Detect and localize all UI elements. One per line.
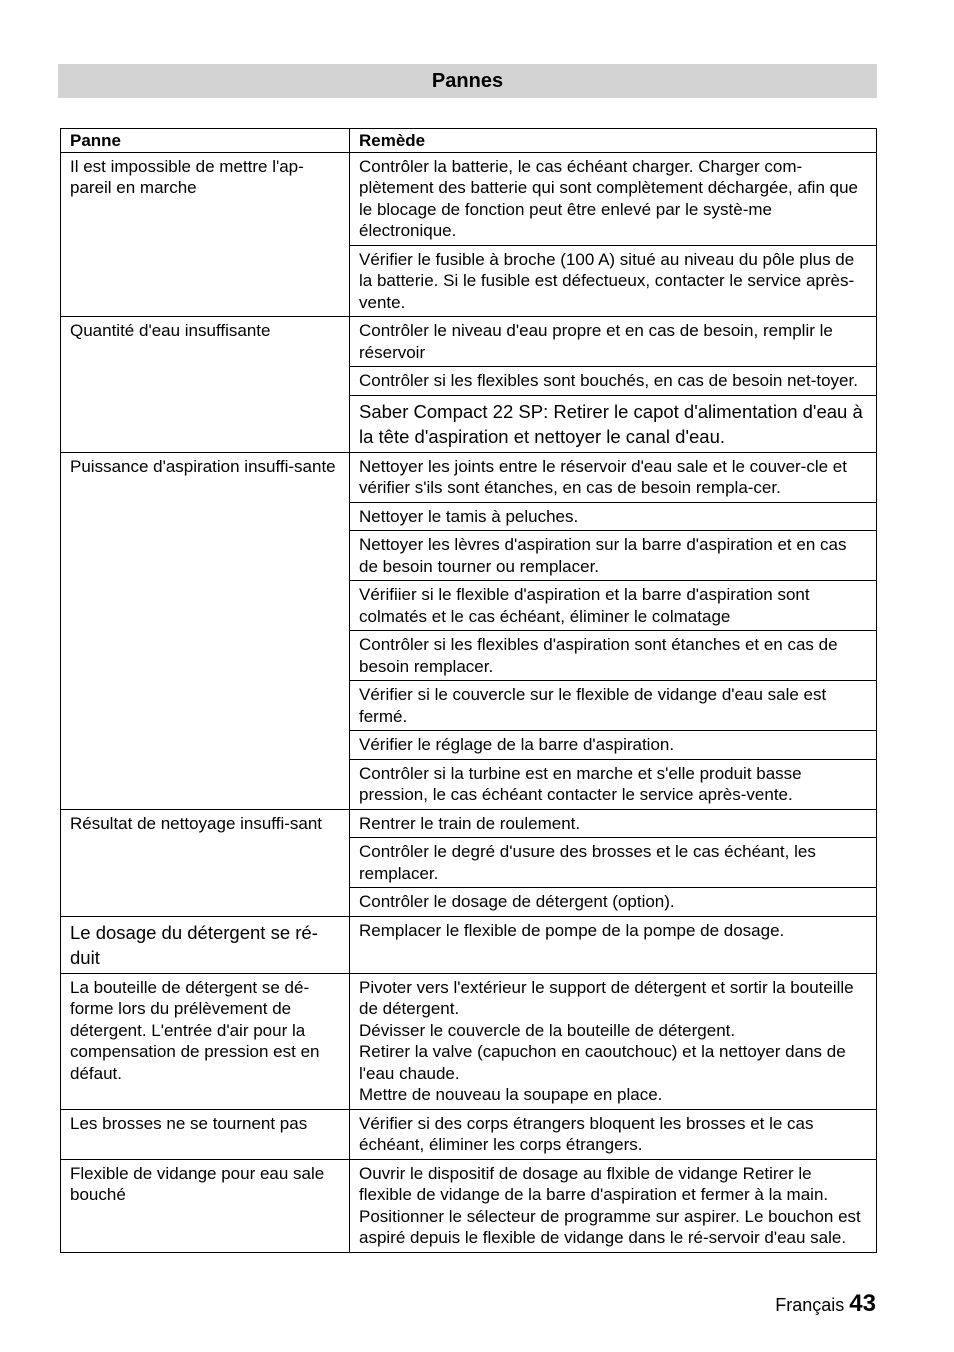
remedy-step: Mettre de nouveau la soupape en place. xyxy=(359,1085,663,1104)
column-header-fault: Panne xyxy=(61,129,350,153)
table-header-row xyxy=(61,129,877,153)
fault-cell: Quantité d'eau insuffisante xyxy=(61,317,350,453)
remedy-cell: Contrôler si la turbine est en marche et s'elle produit basse pression, le cas échéant contacter le service après-vente. xyxy=(350,759,877,809)
table-row xyxy=(61,1159,877,1252)
page-footer xyxy=(775,1290,876,1318)
fault-cell: Le dosage du détergent se ré-duit xyxy=(61,916,350,973)
remedy-cell: Remplacer le flexible de pompe de la pompe de dosage. xyxy=(350,916,877,973)
remedy-step: Dévisser le couvercle de la bouteille de détergent. xyxy=(359,1020,736,1040)
remedy-cell: Vérifier le fusible à broche (100 A) situé au niveau du pôle plus de la batterie. Si le fusible est défectueux, contacter le service après-vente. xyxy=(350,245,877,317)
remedy-step: Retirer la valve (capuchon en caoutchouc) et la nettoyer dans de l'eau chaude. xyxy=(359,1042,846,1083)
remedy-cell: Nettoyer les joints entre le réservoir d'eau sale et le couver-cle et vérifier s'ils sont étanches, en cas de besoin rempla-cer. xyxy=(350,452,877,502)
remedy-cell: Nettoyer le tamis à peluches. xyxy=(350,502,877,531)
remedy-cell xyxy=(350,973,877,1109)
remedy-cell: Nettoyer les lèvres d'aspiration sur la barre d'aspiration et en cas de besoin tourner ou remplacer. xyxy=(350,531,877,581)
remedy-cell: Vérifiier si le flexible d'aspiration et la barre d'aspiration sont colmatés et le cas échéant, éliminer le colmatage xyxy=(350,581,877,631)
section-header xyxy=(58,64,877,98)
remedy-cell: Vérifier si des corps étrangers bloquent les brosses et le cas échéant, éliminer les corps étrangers. xyxy=(350,1109,877,1159)
remedy-cell: Vérifier si le couvercle sur le flexible de vidange d'eau sale est fermé. xyxy=(350,681,877,731)
table-row xyxy=(61,973,877,1109)
table-row xyxy=(61,317,877,367)
fault-cell: Flexible de vidange pour eau sale bouché xyxy=(61,1159,350,1252)
table-row xyxy=(61,916,877,973)
section-title: Pannes xyxy=(431,69,504,92)
fault-cell: La bouteille de détergent se dé-forme lors du prélèvement de détergent. L'entrée d'air pour la compensation de pression est en défaut. xyxy=(61,973,350,1109)
table-row xyxy=(61,1109,877,1159)
fault-cell: Puissance d'aspiration insuffi-sante xyxy=(61,452,350,809)
remedy-cell: Ouvrir le dispositif de dosage au flxible de vidange Retirer le flexible de vidange de la barre d'aspiration et fermer à la main. Positionner le sélecteur de programme sur aspirer. Le bouchon est aspiré depuis le flexible de vidange dans le ré-servoir d'eau sale. xyxy=(350,1159,877,1252)
troubleshooting-table xyxy=(60,128,877,1253)
remedy-cell: Contrôler le degré d'usure des brosses et le cas échéant, les remplacer. xyxy=(350,838,877,888)
remedy-cell: Contrôler le dosage de détergent (option). xyxy=(350,888,877,917)
table-row xyxy=(61,452,877,502)
remedy-cell: Contrôler le niveau d'eau propre et en cas de besoin, remplir le réservoir xyxy=(350,317,877,367)
table-row xyxy=(61,809,877,838)
remedy-cell: Vérifier le réglage de la barre d'aspiration. xyxy=(350,731,877,760)
remedy-cell: Rentrer le train de roulement. xyxy=(350,809,877,838)
fault-cell: Il est impossible de mettre l'ap-pareil en marche xyxy=(61,152,350,317)
remedy-step: Pivoter vers l'extérieur le support de détergent et sortir la bouteille de détergent. xyxy=(359,977,854,1018)
fault-cell: Les brosses ne se tournent pas xyxy=(61,1109,350,1159)
remedy-cell: Contrôler la batterie, le cas échéant charger. Charger com-plètement des batterie qui sont complètement déchargée, afin que le blocage de fonction peut être enlevé par le systè-me électronique. xyxy=(350,152,877,245)
column-header-remedy: Remède xyxy=(350,129,877,153)
remedy-cell: Contrôler si les flexibles d'aspiration sont étanches et en cas de besoin remplacer. xyxy=(350,631,877,681)
page-number: 43 xyxy=(849,1290,876,1317)
footer-language: Français xyxy=(775,1295,845,1315)
remedy-cell: Contrôler si les flexibles sont bouchés, en cas de besoin net-toyer. xyxy=(350,367,877,396)
table-row xyxy=(61,152,877,245)
fault-cell: Résultat de nettoyage insuffi-sant xyxy=(61,809,350,916)
remedy-cell: Saber Compact 22 SP: Retirer le capot d'alimentation d'eau à la tête d'aspiration et nettoyer le canal d'eau. xyxy=(350,395,877,452)
